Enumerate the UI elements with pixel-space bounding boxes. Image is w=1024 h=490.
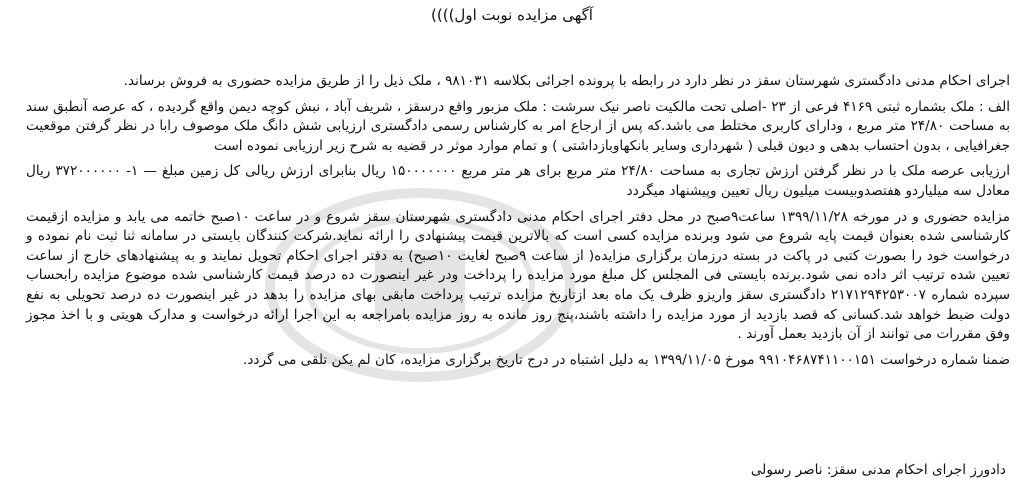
valuation-paragraph: ارزیابی عرصه ملک با در نظر گرفتن ارزش تجاری به مساحت ۲۴/۸۰ متر مربع برای هر متر مربع ۱۵۰۰۰۰۰۰۰ ریال بنابرای ارزش ریالی کل زمین مبلغ — ۱- ۳۷۲۰۰۰۰۰۰ ریال معادل سه میلیاردو هفتصدوبیست میلیون ریال تعیین وپیشنهاد میگردد [26,163,1010,199]
notice-title: آگهی مزایده نوبت اول)))) [431,6,593,24]
auction-terms-paragraph: مزایده حضوری و در مورخه ۱۳۹۹/۱۱/۲۸ ساعت۹صبح در محل دفتر اجرای احکام مدنی دادگستری شهرستان سقز شروع و در ساعت ۱۰صبح خاتمه می یابد و مزایده ازقیمت کارشناسی شده بعنوان قیمت پایه شروع می شود وبرنده مزایده کسی است که بالاترین قیمت پیشنهادی را ارائه نماید.شرکت کنندگان بایستی در سامانه ثنا ثبت نام نموده و درخواست خود را بصورت کتبی در پاکت در بسته درزمان برگزاری مزایده( از ساعت ۹صبح لغایت ۱۰صبح) به دفتر اجرای احکام تحویل نمایند و به پیشنهادهای خارج از ساعت تعیین شده ترتیب اثر داده نمی شود.برنده بایستی فی المجلس کل مبلغ مورد مزایده را پرداخت ودر غیر اینصورت ده درصد قیمت کارشناسی شده موضوع مزایده رابحساب سپرده شماره ۲۱۷۱۲۹۴۲۵۳۰۰۷ دادگستری سقز واریزو ظرف یک ماه بعد ازتاریخ مزایده ترتیب پرداخت مابقی بهای مزایده را بدهد در غیر اینصورت ده درصد تحویلی به نفع دولت ضبط خواهد شد.کسانی که قصد بازدید از مورد مزایده را داشته باشند،پنج روز مانده به روز مزایده بامراجعه به این اجرا ارائه درخواست و مدارک هویتی و با اخذ مجوز وفق مقررات می توانند از آن بازدید بعمل آورند . [26,208,1010,343]
intro-paragraph: اجرای احکام مدنی دادگستری شهرستان سقز در نظر دارد در رابطه با پرونده اجرائی بکلاسه ۹۸۱۰۳۱ ، ملک ذیل را از طریق مزایده حضوری به فروش برساند. [123,73,1010,89]
notice-body [26,72,1010,376]
signature-line: دادورز اجرای احکام مدنی سقز: ناصر رسولی [750,462,1006,478]
cancellation-note-paragraph: ضمنا شماره درخواست ۹۹۱۰۴۶۸۷۴۱۱۰۰۱۵۱ مورخ ۱۳۹۹/۱۱/۰۵ به دلیل اشتباه در درج تاریخ برگزاری مزایده، کان لم یکن تلقی می گردد. [243,351,1010,368]
property-description-paragraph: الف : ملک بشماره ثبتی ۴۱۶۹ فرعی از ۲۳ -اصلی تحت مالکیت ناصر نیک سرشت : ملک مزبور واقع درسقز ، شریف آباد ، نبش کوچه دیمن واقع گردیده ، که عرصه آنطبق سند به مساحت ۲۴/۸۰ متر مربع ، ودارای کاربری مختلط می باشد.که پس از ارجاع امر به کارشناس رسمی دادگستری ارزیابی شش دانگ ملک موصوف رابا در نظر گرفتن موقعیت جغرافیایی ، بدون احتساب بدهی و دیون قبلی ( شهرداری وسایر بانکهاوبازداشتی ) و تمام موارد موثر در قضیه به شرح زیر ارزیابی نموده است [26,98,1011,154]
